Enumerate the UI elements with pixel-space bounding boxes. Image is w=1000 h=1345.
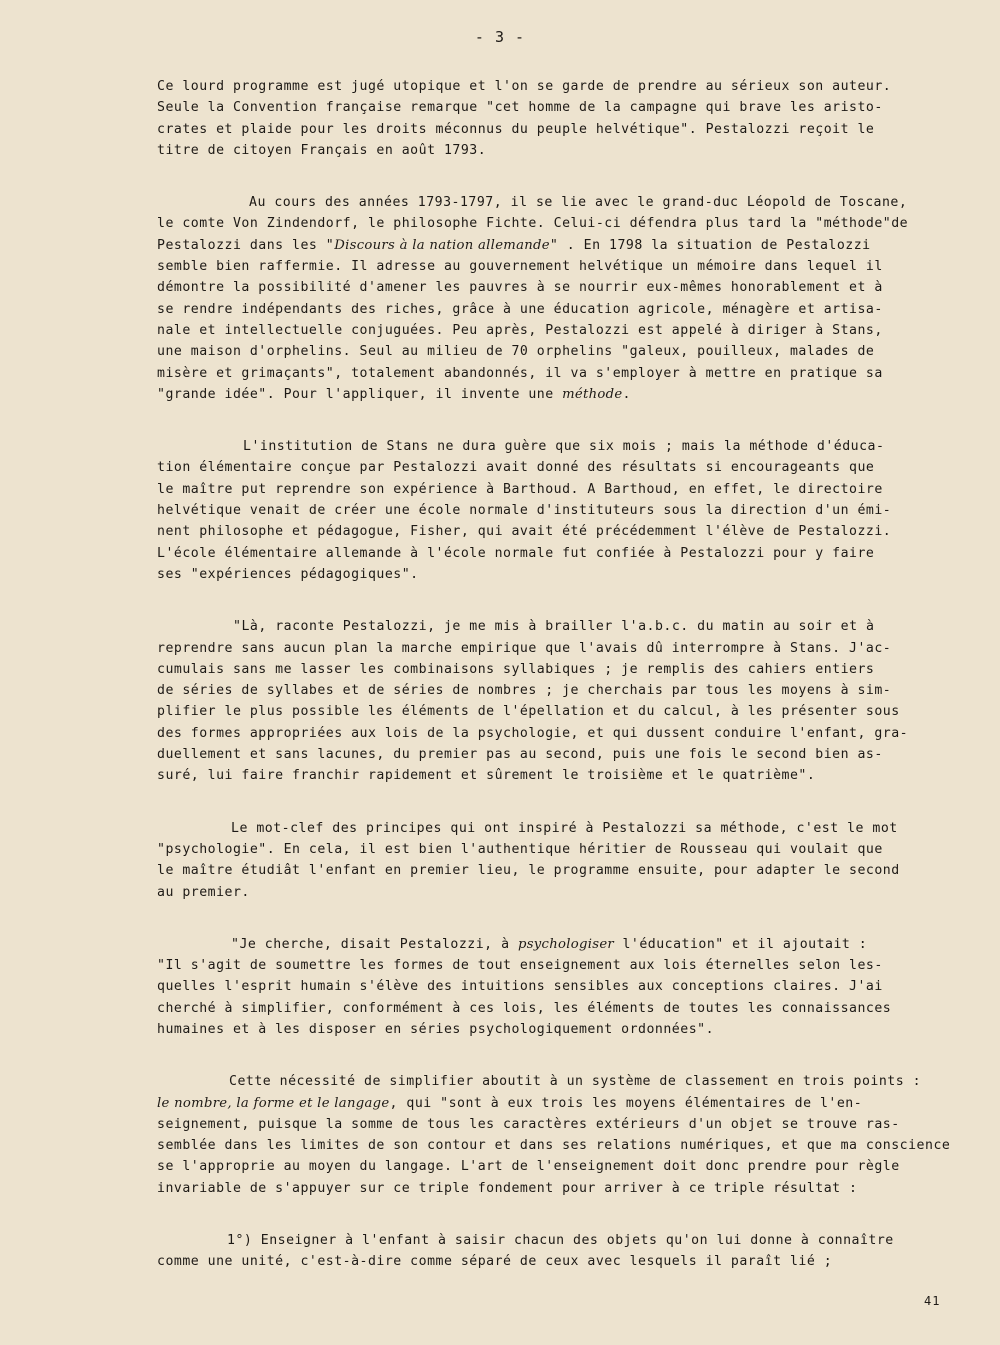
text-run: tion élémentaire conçue par Pestalozzi avait donné des résultats si encourageants que — [157, 460, 875, 476]
text-run: , qui "sont à eux trois les moyens élémentaires de l'en- — [389, 1095, 863, 1111]
text-run: des formes appropriées aux lois de la psychologie, et qui dussent conduire l'enfant, gra- — [157, 725, 909, 741]
text-run: humaines et à les disposer en séries psychologiquement ordonnées". — [157, 1021, 715, 1037]
text-run: "grande idée". Pour l'appliquer, il invente une — [157, 386, 563, 402]
text-line — [157, 521, 972, 542]
text-line — [157, 235, 972, 256]
text-run: 1°) Enseigner à l'enfant à saisir chacun des objets qu'on lui donne à connaître — [227, 1233, 894, 1249]
paragraph-classement — [157, 1071, 972, 1199]
text-line — [157, 256, 972, 277]
text-run: Le mot-clef des principes qui ont inspiré à Pestalozzi sa méthode, c'est le mot — [231, 820, 898, 836]
text-run: helvétique venait de créer une école normale d'instituteurs sous la direction d'un émi- — [157, 503, 892, 519]
text-line — [157, 955, 972, 976]
text-line — [157, 341, 972, 362]
paragraph-pestalozzi-quote — [157, 616, 972, 786]
text-run: crates et plaide pour les droits méconnus du peuple helvétique". Pestalozzi reçoit le — [157, 121, 875, 137]
text-run: misère et grimaçants", totalement abandonnés, il va s'employer à mettre en pratique sa — [157, 365, 883, 381]
text-run: "Je cherche, disait Pestalozzi, à — [231, 936, 518, 952]
text-run: Ce lourd programme est jugé utopique et l'on se garde de prendre au sérieux son auteur. — [157, 79, 892, 94]
text-line — [157, 213, 972, 234]
italic-phrase: Discours à la nation allemande — [334, 237, 550, 253]
paragraph-stans-institution — [157, 436, 972, 585]
text-run: "Il s'agit de soumettre les formes de tout enseignement aux lois éternelles selon les- — [157, 958, 883, 974]
text-run: titre de citoyen Français en août 1793. — [157, 142, 487, 158]
text-run: reprendre sans aucun plan la marche empirique que l'avais dû interrompre à Stans. J'ac- — [157, 640, 892, 656]
text-run: "psychologie". En cela, il est bien l'authentique héritier de Rousseau qui voulait que — [157, 841, 883, 857]
text-line — [157, 140, 972, 161]
text-line — [157, 500, 972, 521]
paragraph-psychologiser — [157, 934, 972, 1040]
text-line — [157, 384, 972, 405]
text-run: nale et intellectuelle conjuguées. Peu après, Pestalozzi est appelé à diriger à Stans, — [157, 322, 883, 338]
text-run: semble bien raffermie. Il adresse au gouvernement helvétique un mémoire dans lequel il — [157, 259, 883, 275]
text-run: le maître put reprendre son expérience à Barthoud. A Barthoud, en effet, le directoire — [157, 481, 883, 497]
text-run: comme une unité, c'est-à-dire comme séparé de ceux avec lesquels il paraît lié ; — [157, 1254, 833, 1270]
body-text — [157, 76, 972, 1273]
text-line — [157, 659, 972, 680]
text-run: cherché à simplifier, conformément à ces lois, les éléments de toutes les connaissances — [157, 1000, 892, 1016]
text-run: plifier le plus possible les éléments de l'épellation et du calcul, à les présenter sous — [157, 704, 900, 720]
text-run: de séries de syllabes et de séries de nombres ; je cherchais par tous les moyens à sim- — [157, 683, 892, 699]
text-line — [157, 616, 972, 637]
text-run: . — [622, 386, 631, 402]
page-number: - 3 - — [474, 28, 526, 46]
text-line — [157, 839, 972, 860]
paragraph-psychologie — [157, 818, 972, 903]
text-line — [157, 1178, 972, 1199]
text-line — [157, 564, 972, 585]
text-line — [157, 76, 972, 97]
italic-phrase: méthode — [562, 386, 623, 402]
text-run: nent philosophe et pédagogue, Fisher, qui avait été précédemment l'élève de Pestalozzi. — [157, 524, 892, 540]
text-run: se rendre indépendants des riches, grâce à une éducation agricole, ménagère et artisa- — [157, 301, 883, 317]
text-run: démontre la possibilité d'amener les pauvres à se nourrir eux-mêmes honorablement et à — [157, 280, 883, 296]
text-run: " . En 1798 la situation de Pestalozzi — [549, 237, 871, 253]
text-line — [157, 1093, 972, 1114]
text-line — [157, 638, 972, 659]
text-line — [157, 1071, 972, 1092]
folio-number: 41 — [924, 1294, 941, 1308]
text-run: duellement et sans lacunes, du premier pas au second, puis une fois le second bien as- — [157, 747, 883, 763]
text-run: Pestalozzi dans les " — [157, 237, 335, 253]
text-line — [157, 723, 972, 744]
text-line — [157, 934, 972, 955]
text-line — [157, 436, 972, 457]
text-line — [157, 701, 972, 722]
text-line — [157, 97, 972, 118]
text-line — [157, 1135, 972, 1156]
text-line — [157, 744, 972, 765]
paragraph-convention — [157, 76, 972, 161]
italic-phrase: le nombre, la forme et le langage — [157, 1095, 390, 1111]
text-line — [157, 680, 972, 701]
text-line — [157, 1230, 972, 1251]
text-line — [157, 192, 972, 213]
text-run: le comte Von Zindendorf, le philosophe Fichte. Celui-ci défendra plus tard la "méthode"de — [157, 216, 909, 232]
text-line — [157, 1019, 972, 1040]
text-line — [157, 860, 972, 881]
paragraph-1793-1797 — [157, 192, 972, 405]
text-run: Cette nécessité de simplifier aboutit à un système de classement en trois points : — [229, 1074, 922, 1090]
text-line — [157, 299, 972, 320]
text-line — [157, 818, 972, 839]
text-line — [157, 363, 972, 384]
text-line — [157, 1114, 972, 1135]
text-line — [157, 976, 972, 997]
text-line — [157, 765, 972, 786]
text-run: quelles l'esprit humain s'élève des intuitions sensibles aux conceptions claires. J'ai — [157, 979, 883, 995]
text-line — [157, 457, 972, 478]
text-line — [157, 320, 972, 341]
text-run: une maison d'orphelins. Seul au milieu de 70 orphelins "galeux, pouilleux, malades de — [157, 344, 875, 360]
text-line — [157, 882, 972, 903]
text-run: L'institution de Stans ne dura guère que six mois ; mais la méthode d'éduca- — [243, 439, 885, 455]
text-run: semblée dans les limites de son contour et dans ses relations numériques, et que ma conscience — [157, 1138, 951, 1154]
text-run: ses "expériences pédagogiques". — [157, 566, 419, 582]
text-run: le maître étudiât l'enfant en premier lieu, le programme ensuite, pour adapter le second — [157, 863, 900, 879]
text-line — [157, 998, 972, 1019]
text-run: au premier. — [157, 884, 250, 900]
text-run: suré, lui faire franchir rapidement et sûrement le troisième et le quatrième". — [157, 768, 816, 784]
text-line — [157, 277, 972, 298]
text-line — [157, 1156, 972, 1177]
text-run: cumulais sans me lasser les combinaisons syllabiques ; je remplis des cahiers entiers — [157, 661, 875, 677]
text-line — [157, 479, 972, 500]
text-run: Au cours des années 1793-1797, il se lie avec le grand-duc Léopold de Toscane, — [249, 195, 908, 211]
text-run: L'école élémentaire allemande à l'école normale fut confiée à Pestalozzi pour y faire — [157, 545, 875, 561]
text-run: invariable de s'appuyer sur ce triple fondement pour arriver à ce triple résultat : — [157, 1180, 858, 1196]
paragraph-enseigner — [157, 1230, 972, 1273]
text-run: seignement, puisque la somme de tous les caractères extérieurs d'un objet se trouve ras- — [157, 1116, 900, 1132]
text-run: se l'approprie au moyen du langage. L'art de l'enseignement doit donc prendre pour règle — [157, 1159, 900, 1175]
text-run: Seule la Convention française remarque "cet homme de la campagne qui brave les aristo- — [157, 100, 883, 116]
text-line — [157, 543, 972, 564]
text-run: "Là, raconte Pestalozzi, je me mis à brailler l'a.b.c. du matin au soir et à — [233, 619, 875, 635]
italic-phrase: psychologiser — [517, 936, 615, 952]
text-line — [157, 1251, 972, 1272]
text-run: l'éducation" et il ajoutait : — [614, 936, 868, 952]
text-line — [157, 119, 972, 140]
